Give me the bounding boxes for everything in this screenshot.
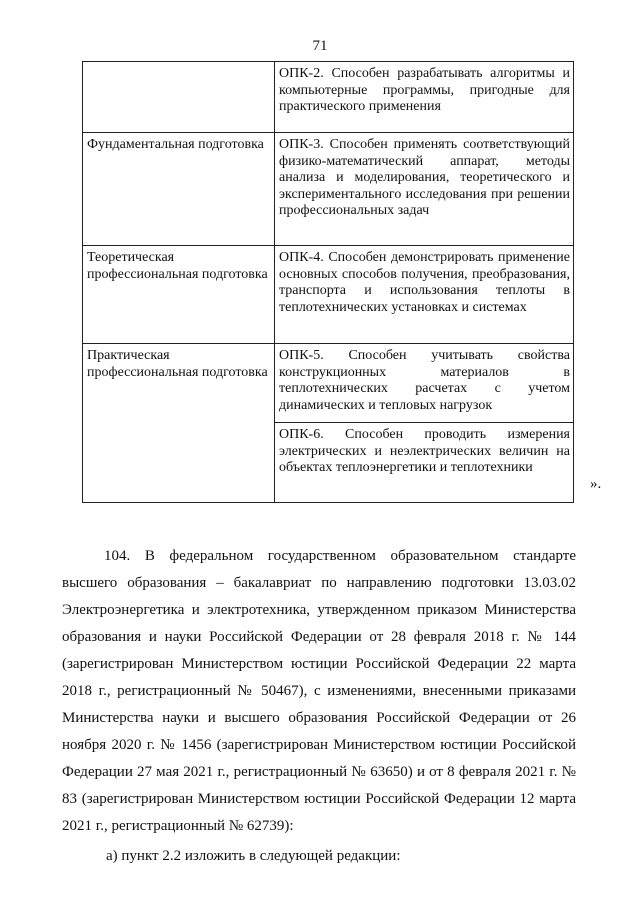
competencies-table xyxy=(82,61,574,503)
competency-text: ОПК-5. Способен учитывать свойства конструкционных материалов в теплотехнических расчетах с учетом динамических и тепловых нагрузок xyxy=(279,348,570,413)
category-label: Практическая профессиональная подготовка xyxy=(87,348,268,380)
competency-text: ОПК-4. Способен демонстрировать применение основных способов получения, преобразования, транспорта и использования теплоты в теплотехнических установках и системах xyxy=(279,250,570,315)
body-text xyxy=(62,543,576,870)
competency-cell xyxy=(275,62,574,133)
table-row xyxy=(83,62,574,133)
competency-text: ОПК-3. Способен применять соответствующий физико-математический аппарат, методы анализа и моделирования, теоретического и экспериментального исследования при решении профессиональных задач xyxy=(279,137,570,219)
paragraph-104: 104. В федеральном государственном образовательном стандарте высшего образования – бакалавриат по направлению подготовки 13.03.02 Электроэнергетика и электротехника, утвержденном приказом Министерства образования и науки Российской Федерации от 28 февраля 2018 г. № 144 (зарегистрирован Министерством юстиции Российской Федерации 22 марта 2018 г., регистрационный № 50467), с изменениями, внесенными приказами Министерства науки и высшего образования Российской Федерации от 26 ноября 2020 г. № 1456 (зарегистрирован Министерством юстиции Российской Федерации 27 мая 2021 г., регистрационный № 63650) и от 8 февраля 2021 г. № 83 (зарегистрирован Министерством юстиции Российской Федерации 12 марта 2021 г., регистрационный № 62739): xyxy=(62,548,576,834)
category-cell xyxy=(83,344,275,503)
competency-text: ОПК-6. Способен проводить измерения электрических и неэлектрических величин на объектах теплоэнергетики и теплотехники xyxy=(279,427,570,476)
competency-cell xyxy=(275,344,574,423)
category-cell xyxy=(83,133,275,246)
table-row xyxy=(83,246,574,344)
closing-quote: ». xyxy=(590,476,602,492)
page-number: 71 xyxy=(312,38,328,54)
competency-text: ОПК-2. Способен разрабатывать алгоритмы и компьютерные программы, пригодные для практического применения xyxy=(279,66,570,115)
table-row xyxy=(83,133,574,246)
competency-cell xyxy=(275,133,574,246)
subitem-a: а) пункт 2.2 изложить в следующей редакции: xyxy=(106,848,401,864)
category-label: Фундаментальная подготовка xyxy=(87,137,264,152)
category-label: Теоретическая профессиональная подготовка xyxy=(87,250,268,282)
competency-cell xyxy=(275,423,574,503)
category-cell xyxy=(83,246,275,344)
category-cell xyxy=(83,62,275,133)
competency-cell xyxy=(275,246,574,344)
table-row xyxy=(83,344,574,423)
